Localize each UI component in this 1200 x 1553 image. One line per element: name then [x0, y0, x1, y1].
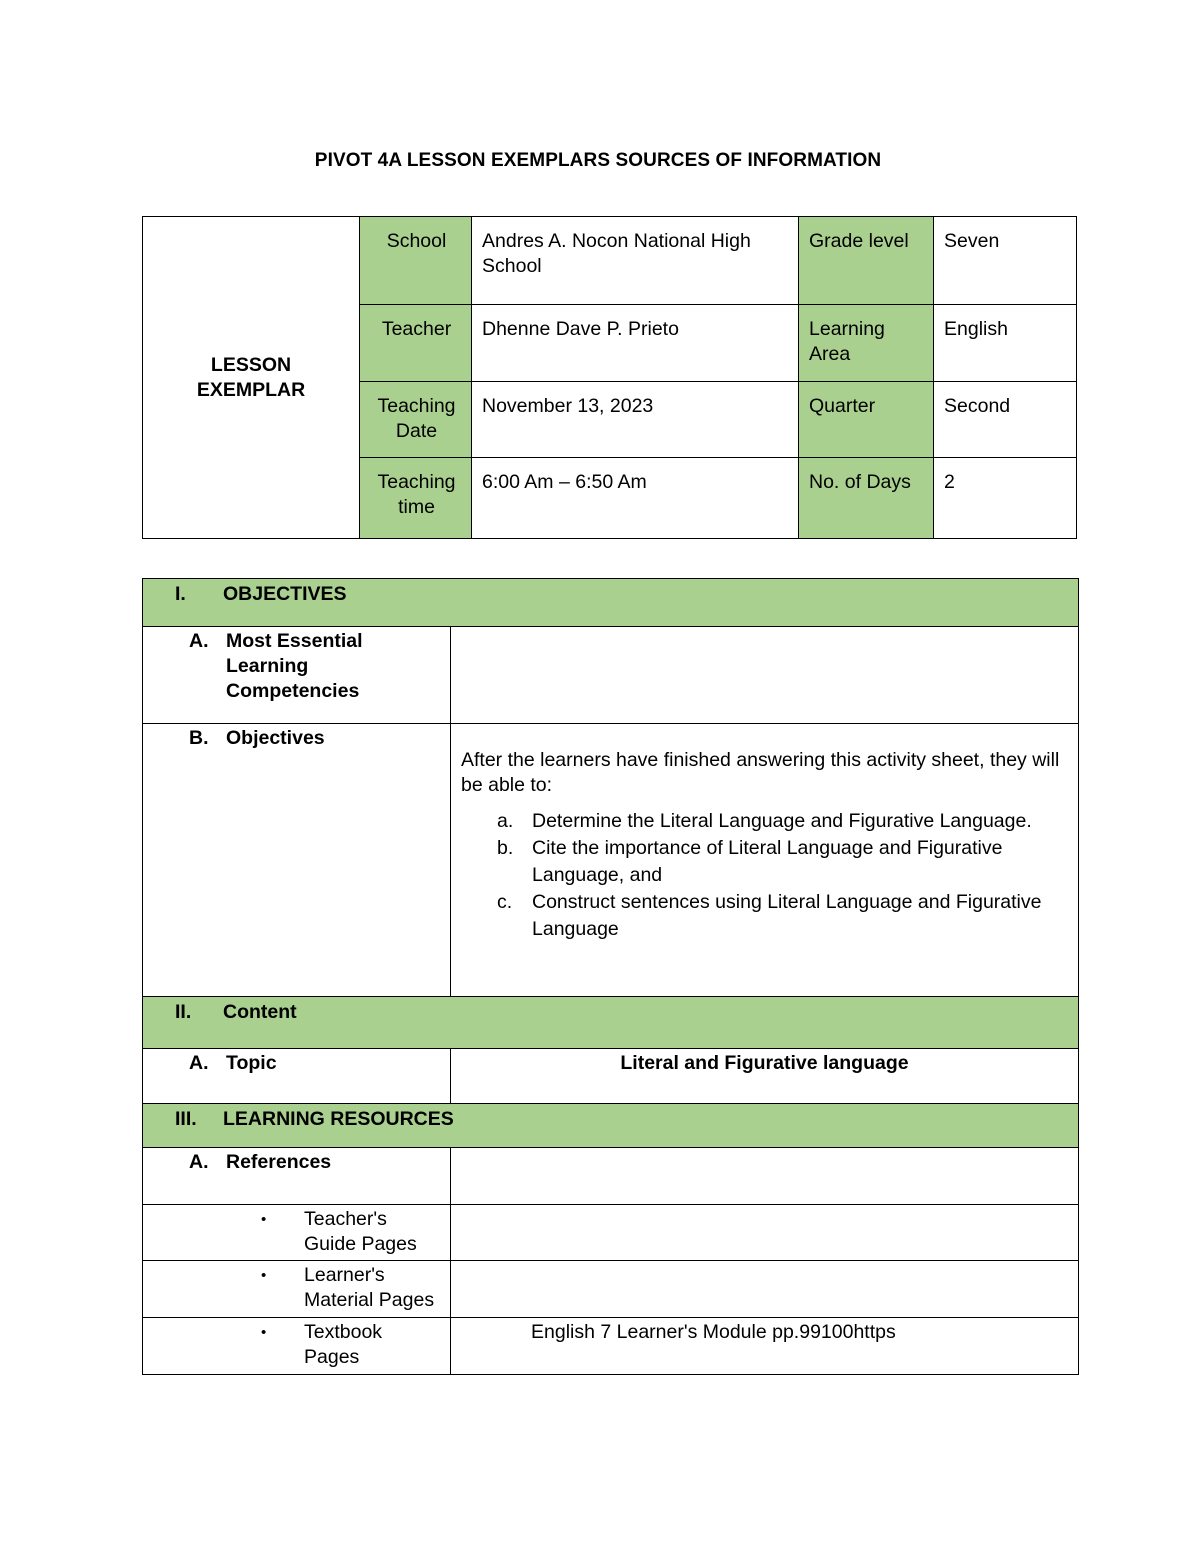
- objectives-intro: After the learners have finished answering this activity sheet, they will be able to:: [461, 749, 1060, 796]
- textbook-label: Textbook Pages: [304, 1321, 383, 1368]
- textbook-value: English 7 Learner's Module pp.99100https: [451, 1318, 1079, 1375]
- quarter-label: Quarter: [799, 382, 934, 458]
- bullet-icon: •: [261, 1267, 267, 1284]
- bullet-icon: •: [261, 1211, 267, 1228]
- teaching-date-value: November 13, 2023: [472, 382, 799, 458]
- teaching-time-value: 6:00 Am – 6:50 Am: [472, 458, 799, 539]
- objectives-list: [461, 808, 1068, 943]
- section-resources-row: [143, 1104, 1079, 1148]
- list-item: b. Cite the importance of Literal Language and Figurative Language, and: [497, 837, 1003, 886]
- lesson-exemplar-label: LESSON EXEMPLAR: [143, 217, 360, 539]
- section-numeral: III.: [175, 1108, 197, 1130]
- teachers-guide-row: [143, 1205, 1079, 1261]
- grade-level-label: Grade level: [799, 217, 934, 305]
- melc-label-cell: A. Most Essential Learning Competencies: [143, 627, 451, 724]
- textbook-row: [143, 1318, 1079, 1375]
- section-numeral: I.: [175, 583, 186, 605]
- section-content-header: [143, 997, 1079, 1049]
- section-title: Content: [223, 1001, 297, 1023]
- teachers-guide-label-cell: [143, 1205, 451, 1261]
- document-title: PIVOT 4A LESSON EXEMPLARS SOURCES OF INFORMATION: [314, 150, 882, 171]
- quarter-value: Second: [934, 382, 1077, 458]
- topic-value: Literal and Figurative language: [451, 1049, 1079, 1104]
- section-resources-header: [143, 1104, 1079, 1148]
- learning-area-value: English: [934, 305, 1077, 382]
- topic-label: Topic: [226, 1052, 277, 1074]
- references-label: References: [226, 1151, 332, 1173]
- learners-material-label: Learner's Material Pages: [304, 1264, 435, 1311]
- no-of-days-label: No. of Days: [799, 458, 934, 539]
- objectives-label-cell: B. Objectives: [143, 724, 451, 997]
- section-objectives-row: [143, 579, 1079, 627]
- learners-material-label-cell: [143, 1261, 451, 1318]
- melc-label: Most Essential Learning Competencies: [226, 630, 363, 702]
- no-of-days-value: 2: [934, 458, 1077, 539]
- section-title: LEARNING RESOURCES: [223, 1108, 454, 1130]
- section-objectives-header: [143, 579, 1079, 627]
- objectives-label: Objectives: [226, 727, 325, 749]
- teacher-label: Teacher: [360, 305, 472, 382]
- references-value: [451, 1148, 1079, 1205]
- objectives-value-cell: [451, 724, 1079, 997]
- topic-label-cell: A. Topic: [143, 1049, 451, 1104]
- teaching-date-label: Teaching Date: [360, 382, 472, 458]
- school-label: School: [360, 217, 472, 305]
- grade-level-value: Seven: [934, 217, 1077, 305]
- teachers-guide-value: [451, 1205, 1079, 1261]
- topic-row: [143, 1049, 1079, 1104]
- objectives-row: [143, 724, 1079, 997]
- lesson-exemplar-header-table: [142, 216, 1077, 539]
- learners-material-row: [143, 1261, 1079, 1318]
- melc-value: [451, 627, 1079, 724]
- references-label-cell: A. References: [143, 1148, 451, 1205]
- section-numeral: II.: [175, 1001, 192, 1023]
- textbook-label-cell: [143, 1318, 451, 1375]
- list-item: c. Construct sentences using Literal Language and Figurative Language: [497, 891, 1042, 940]
- melc-row: [143, 627, 1079, 724]
- teacher-value: Dhenne Dave P. Prieto: [472, 305, 799, 382]
- learners-material-value: [451, 1261, 1079, 1318]
- bullet-icon: •: [261, 1324, 267, 1341]
- teachers-guide-label: Teacher's Guide Pages: [304, 1208, 417, 1255]
- lesson-plan-table: [142, 578, 1079, 1375]
- school-value: Andres A. Nocon National High School: [472, 217, 799, 305]
- references-row: [143, 1148, 1079, 1205]
- learning-area-label: Learning Area: [799, 305, 934, 382]
- section-content-row: [143, 997, 1079, 1049]
- list-item: a. Determine the Literal Language and Figurative Language.: [497, 810, 1032, 832]
- teaching-time-label: Teaching time: [360, 458, 472, 539]
- section-title: OBJECTIVES: [223, 583, 347, 605]
